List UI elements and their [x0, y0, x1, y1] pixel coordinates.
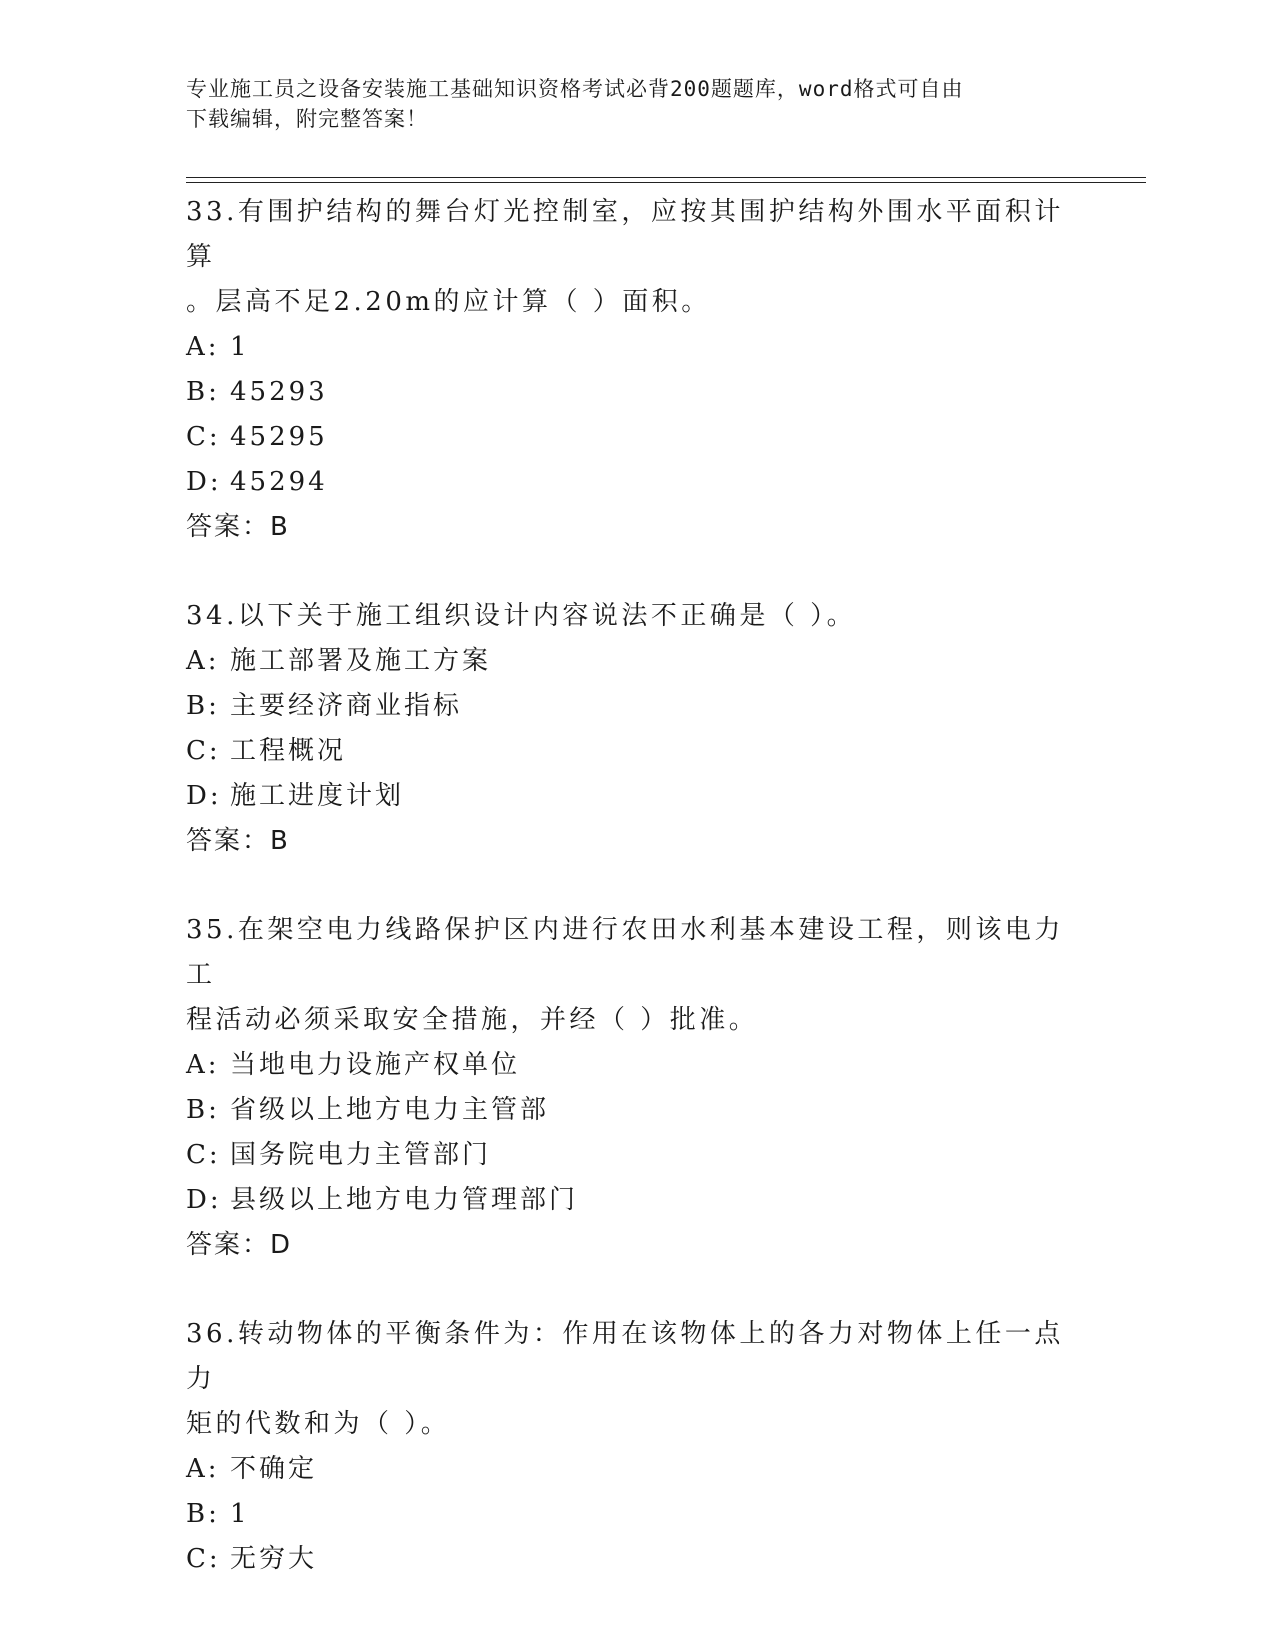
option-text: 施工进度计划 — [230, 781, 405, 811]
option-letter: B: — [186, 1499, 220, 1529]
header-line-1: 专业施工员之设备安装施工基础知识资格考试必背200题题库，word格式可自由 — [186, 77, 964, 101]
option-letter: A: — [186, 1454, 220, 1484]
option-text: 1 — [230, 1499, 250, 1529]
option-c — [186, 1133, 1086, 1178]
header-divider-bottom — [186, 182, 1146, 183]
option-text: 施工部署及施工方案 — [230, 646, 492, 676]
option-a — [186, 1043, 1086, 1088]
question-stem-line: 35.在架空电力线路保护区内进行农田水利基本建设工程，则该电力工 — [186, 915, 1064, 990]
option-text: 45294 — [230, 467, 328, 497]
header-divider-top — [186, 177, 1146, 178]
option-letter: B: — [186, 377, 220, 407]
document-header — [186, 74, 1066, 134]
option-letter: D: — [186, 1185, 222, 1215]
option-text: 当地电力设施产权单位 — [230, 1050, 521, 1080]
option-letter: A: — [186, 1050, 220, 1080]
option-b — [186, 1088, 1086, 1133]
answer-line: 答案：B — [186, 826, 290, 856]
option-text: 主要经济商业指标 — [230, 691, 463, 721]
option-text: 县级以上地方电力管理部门 — [230, 1185, 579, 1215]
option-text: 工程概况 — [230, 736, 347, 766]
option-letter: A: — [186, 646, 220, 676]
header-line-2: 下载编辑，附完整答案！ — [186, 107, 428, 131]
option-d — [186, 1178, 1086, 1223]
question-33 — [186, 190, 1086, 550]
option-a — [186, 1447, 1086, 1492]
question-stem-line: 34.以下关于施工组织设计内容说法不正确是（ ）。 — [186, 601, 857, 631]
option-a — [186, 325, 1086, 370]
option-b — [186, 1492, 1086, 1537]
option-c — [186, 1537, 1086, 1582]
option-c — [186, 415, 1086, 460]
option-a — [186, 639, 1086, 684]
option-letter: B: — [186, 1095, 220, 1125]
question-34 — [186, 594, 1086, 864]
option-letter: C: — [186, 422, 221, 452]
option-d — [186, 774, 1086, 819]
option-d — [186, 460, 1086, 505]
option-letter: D: — [186, 781, 222, 811]
option-text: 45295 — [230, 422, 328, 452]
question-list — [186, 190, 1086, 1626]
question-stem-line: 。层高不足2.20m的应计算（ ）面积。 — [186, 287, 711, 317]
answer-line: 答案：B — [186, 512, 290, 542]
option-text: 国务院电力主管部门 — [230, 1140, 492, 1170]
option-text: 不确定 — [230, 1454, 318, 1484]
option-c — [186, 729, 1086, 774]
option-text: 1 — [230, 332, 250, 362]
option-b — [186, 684, 1086, 729]
question-stem-line: 33.有围护结构的舞台灯光控制室，应按其围护结构外围水平面积计算 — [186, 197, 1064, 272]
option-letter: C: — [186, 1544, 221, 1574]
question-35 — [186, 908, 1086, 1268]
option-letter: A: — [186, 332, 220, 362]
option-letter: C: — [186, 736, 221, 766]
question-stem-line: 36.转动物体的平衡条件为：作用在该物体上的各力对物体上任一点力 — [186, 1319, 1064, 1394]
option-letter: D: — [186, 467, 222, 497]
answer-line: 答案：D — [186, 1230, 293, 1260]
option-letter: B: — [186, 691, 220, 721]
question-stem-line: 矩的代数和为（ ）。 — [186, 1409, 451, 1439]
option-b — [186, 370, 1086, 415]
option-letter: C: — [186, 1140, 221, 1170]
option-text: 省级以上地方电力主管部 — [230, 1095, 550, 1125]
question-36 — [186, 1312, 1086, 1582]
question-stem-line: 程活动必须采取安全措施，并经（ ）批准。 — [186, 1005, 759, 1035]
option-text: 45293 — [230, 377, 328, 407]
option-text: 无穷大 — [230, 1544, 318, 1574]
